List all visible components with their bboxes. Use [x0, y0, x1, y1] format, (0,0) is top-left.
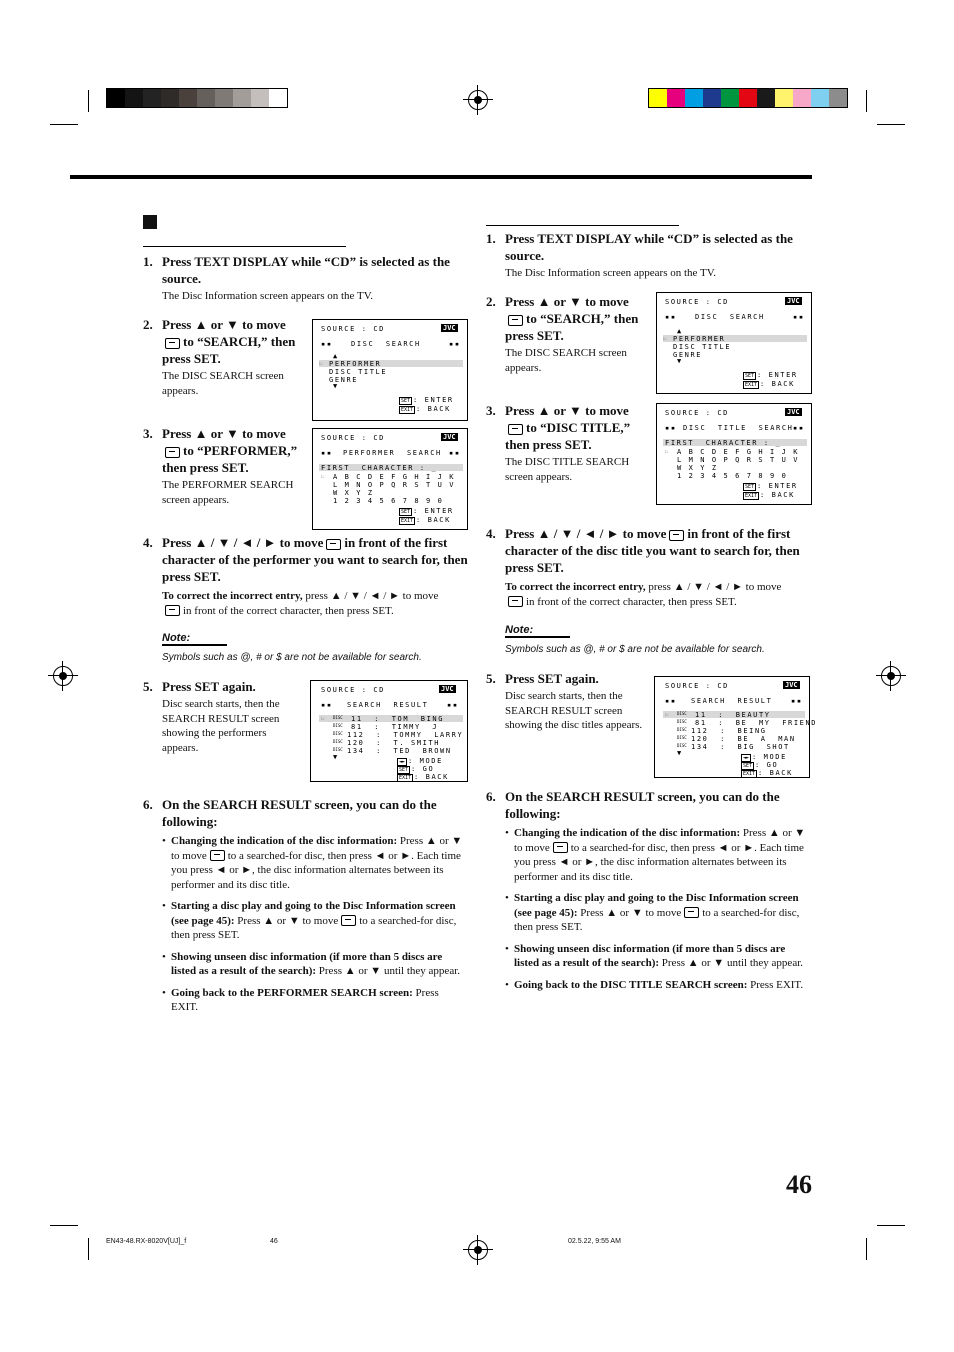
right-note-label: Note: — [505, 624, 570, 638]
jvc-logo: JVC — [785, 681, 798, 689]
left-step-5 — [143, 678, 303, 755]
step-number: 1. — [143, 254, 153, 269]
crop-mark — [50, 1225, 78, 1226]
left-step-1 — [143, 253, 468, 304]
set-key-icon: SET — [743, 763, 753, 769]
cursor-hand-icon: ☞ — [321, 715, 327, 723]
gray-color-bar — [106, 88, 288, 108]
left-step-3 — [143, 425, 308, 507]
step-instruction-cont: to “DISC TITLE,” then press SET. — [505, 420, 631, 452]
step-instruction: Press ▲ or ▼ to move — [505, 403, 629, 418]
color-swatch — [685, 89, 703, 107]
color-swatch — [667, 89, 685, 107]
list-item: • Starting a disc play and going to the Disc Information screen (see page 45): Press ▲ or ▼ to move to a searched-for disc, then press SET. — [162, 899, 468, 943]
list-item: • Showing unseen disc information (if more than 5 discs are listed as a result of the search): Press ▲ or ▼ until they appear. — [162, 950, 468, 979]
list-item: • Going back to the DISC TITLE SEARCH screen: Press EXIT. — [505, 978, 811, 993]
step-number: 3. — [486, 403, 496, 418]
cursor-hand-icon — [210, 850, 225, 861]
footer-file: EN43-48.RX-8020V[UJ]_f — [106, 1238, 187, 1245]
down-arrow-icon: ▼ — [333, 753, 339, 761]
result-row[interactable]: 112 : TOMMY LARRY — [347, 731, 464, 739]
char-row[interactable]: 1 2 3 4 5 6 7 8 9 0 — [677, 472, 788, 480]
char-row[interactable]: A B C D E F G H I J K — [333, 473, 456, 481]
correction-text-cont: in front of the correct character, then press SET. — [183, 604, 394, 617]
cursor-hand-icon — [341, 915, 356, 926]
cursor-hand-icon — [165, 338, 180, 349]
list-item: • Changing the indication of the disc information: Press ▲ or ▼ to move to a searched-for disc, then press ◄ or ►. Each time you press ◄ or ►, the disc information alternates between its performer and its disc title. — [505, 826, 811, 884]
color-swatch — [161, 89, 179, 107]
color-swatch — [125, 89, 143, 107]
jvc-logo: JVC — [441, 685, 454, 693]
cursor-hand-icon — [553, 842, 568, 853]
left-options-list — [162, 834, 468, 1022]
color-swatch — [721, 89, 739, 107]
registration-mark-icon — [468, 1240, 488, 1260]
cursor-hand-icon: ☞ — [665, 711, 671, 719]
menu-item: DISC TITLE — [329, 368, 388, 376]
disc-search-screen: SOURCE : CD JVC ▪▪ ▪▪ DISC SEARCH ▲ ☞ PERFORMER DISC TITLE GENRE ▼ SET : ENTER EXIT : BACK — [312, 319, 468, 421]
step-instruction-cont: to “SEARCH,” then press SET. — [162, 334, 296, 366]
step-instruction: On the SEARCH RESULT screen, you can do the following: — [162, 797, 437, 829]
color-swatch — [179, 89, 197, 107]
exit-key-icon: EXIT — [401, 518, 414, 524]
right-options-list — [505, 826, 811, 999]
left-note-text: Symbols such as @, # or $ are not be available for search. — [162, 652, 422, 663]
color-swatch — [811, 89, 829, 107]
menu-item: PERFORMER — [673, 335, 726, 343]
step-instruction-cont: to “SEARCH,” then press SET. — [505, 311, 639, 343]
cursor-hand-icon — [684, 907, 699, 918]
cursor-hand-icon: ☞ — [665, 448, 671, 456]
color-swatch — [649, 89, 667, 107]
color-bar — [648, 88, 848, 108]
menu-item: GENRE — [673, 351, 703, 359]
step-instruction: Press ▲ or ▼ to move — [505, 294, 629, 309]
section-marker-icon — [143, 215, 157, 229]
step-number: 4. — [143, 535, 153, 550]
result-row[interactable]: 120 : T. SMITH — [347, 739, 441, 747]
correction-text: press ▲ / ▼ / ◄ / ► to move — [648, 581, 782, 593]
screen-title: DISC SEARCH — [695, 313, 765, 321]
down-arrow-icon: ▼ — [677, 357, 683, 365]
crop-mark — [877, 1225, 905, 1226]
menu-item: DISC TITLE — [673, 343, 732, 351]
source-label: SOURCE : CD — [321, 325, 385, 333]
correction-label: To correct the incorrect entry, — [505, 581, 646, 593]
step-instruction: Press TEXT DISPLAY while “CD” is selected as the source. — [505, 231, 793, 263]
cursor-hand-icon: ☞ — [319, 360, 325, 368]
left-step-6 — [143, 796, 473, 830]
cursor-hand-icon — [165, 605, 180, 616]
search-result-screen-titles: SOURCE : CD JVC ▪▪ ▪▪ SEARCH RESULT ☞ DISC 11 : BEAUTY DISC 81 : BE MY FRIEND DISC 112 : BEING DISC 120 : BE A MAN DISC 134 : BIG SHOT ▼ ◄► : MODE SET : GO EXIT : BACK — [654, 676, 810, 778]
screen-title: SEARCH RESULT — [691, 697, 773, 705]
step-result: Disc search starts, then the SEARCH RESULT screen showing the performers appears. — [162, 698, 280, 754]
step-instruction: Press ▲ or ▼ to move — [162, 426, 286, 441]
step-result: Disc search starts, then the SEARCH RESULT screen showing the disc titles appears. — [505, 690, 643, 731]
jvc-logo: JVC — [443, 324, 456, 332]
step-instruction-cont: in front of the first character of the disc title you want to search for, then press SET. — [505, 526, 800, 575]
cursor-hand-icon: ☞ — [321, 473, 327, 481]
char-row[interactable]: A B C D E F G H I J K — [677, 448, 800, 456]
step-result: The PERFORMER SEARCH screen appears. — [162, 479, 294, 506]
registration-mark-icon — [468, 90, 488, 110]
step-instruction: On the SEARCH RESULT screen, you can do the following: — [505, 789, 780, 821]
menu-item: GENRE — [329, 376, 359, 384]
right-step-6 — [486, 788, 816, 822]
color-swatch — [233, 89, 251, 107]
step-instruction: Press TEXT DISPLAY while “CD” is selected as the source. — [162, 254, 450, 286]
crop-mark — [88, 90, 89, 112]
step-number: 2. — [143, 317, 153, 332]
right-step-3 — [486, 402, 651, 484]
crop-mark — [50, 124, 78, 125]
step-instruction: Press ▲ or ▼ to move — [162, 317, 286, 332]
list-item: • Going back to the PERFORMER SEARCH screen: Press EXIT. — [162, 986, 468, 1015]
step-number: 6. — [486, 789, 496, 804]
left-note-label: Note: — [162, 632, 227, 646]
jvc-logo: JVC — [787, 297, 800, 305]
correction-label: To correct the incorrect entry, — [162, 590, 303, 602]
color-swatch — [251, 89, 269, 107]
set-key-icon: SET — [399, 767, 409, 773]
step-instruction-cont: in front of the first character of the performer you want to search for, then press SET. — [162, 535, 468, 584]
step-number: 3. — [143, 426, 153, 441]
step-number: 5. — [486, 671, 496, 686]
color-swatch — [269, 89, 287, 107]
step-number: 5. — [143, 679, 153, 694]
right-heading-underline — [486, 225, 679, 226]
set-key-icon: SET — [745, 484, 755, 490]
cursor-hand-icon — [326, 539, 341, 550]
step-result: The Disc Information screen appears on the TV. — [162, 290, 373, 302]
result-row[interactable]: 81 : BE MY FRIEND — [695, 719, 818, 727]
crop-mark — [88, 1238, 89, 1260]
list-item: • Changing the indication of the disc information: Press ▲ or ▼ to move to a searched-for disc, then press ◄ or ►. Each time you press ◄ or ►, the disc information alternates between its performer and its disc title. — [162, 834, 468, 892]
result-row[interactable]: 120 : BE A MAN — [691, 735, 796, 743]
step-result: The Disc Information screen appears on the TV. — [505, 267, 716, 279]
color-swatch — [197, 89, 215, 107]
performer-search-screen: SOURCE : CD JVC ▪▪ ▪▪ PERFORMER SEARCH FIRST CHARACTER : _ ☞ A B C D E F G H I J K L M N O P Q R S T U V W X Y Z 1 2 3 4 5 6 7 8 9 0 SET : ENTER EXIT : BACK — [312, 428, 468, 530]
right-note-text: Symbols such as @, # or $ are not be available for search. — [505, 644, 765, 655]
cursor-hand-icon — [165, 447, 180, 458]
cursor-hand-icon: ☞ — [663, 335, 669, 343]
correction-text-cont: in front of the correct character, then press SET. — [526, 595, 737, 608]
list-item: • Showing unseen disc information (if more than 5 discs are listed as a result of the search): Press ▲ or ▼ until they appear. — [505, 942, 811, 971]
exit-key-icon: EXIT — [743, 771, 756, 777]
step-instruction: Press SET again. — [505, 671, 599, 686]
down-arrow-icon: ▼ — [677, 749, 683, 757]
char-row[interactable]: W X Y Z — [333, 489, 374, 497]
header-rule — [70, 175, 812, 179]
cursor-hand-icon — [508, 424, 523, 435]
crop-mark — [866, 90, 867, 112]
result-row[interactable]: 11 : TOM BING — [351, 715, 445, 723]
result-row[interactable]: 81 : TIMMY J — [351, 723, 439, 731]
color-swatch — [143, 89, 161, 107]
disc-search-screen-right: SOURCE : CD JVC ▪▪ ▪▪ DISC SEARCH ▲ ☞ PERFORMER DISC TITLE GENRE ▼ SET : ENTER EXIT : BACK — [656, 292, 812, 394]
color-swatch — [215, 89, 233, 107]
char-row[interactable]: W X Y Z — [677, 464, 718, 472]
result-row[interactable]: 134 : TED BROWN — [347, 747, 452, 755]
screen-title: DISC SEARCH — [351, 340, 421, 348]
exit-key-icon: EXIT — [745, 382, 758, 388]
step-result: The DISC SEARCH screen appears. — [162, 370, 284, 397]
set-key-icon: SET — [401, 509, 411, 515]
exit-key-icon: EXIT — [399, 775, 412, 781]
left-right-key-icon: ◄► — [743, 755, 750, 761]
color-swatch — [703, 89, 721, 107]
right-step-5 — [486, 670, 646, 733]
correction-text: press ▲ / ▼ / ◄ / ► to move — [305, 590, 439, 602]
step-number: 6. — [143, 797, 153, 812]
set-key-icon: SET — [745, 373, 755, 379]
left-step-2 — [143, 316, 308, 398]
jvc-logo: JVC — [443, 433, 456, 441]
color-swatch — [757, 89, 775, 107]
jvc-logo: JVC — [787, 408, 800, 416]
footer-date: 02.5.22, 9:55 AM — [568, 1238, 621, 1245]
screen-title: DISC TITLE SEARCH — [683, 424, 794, 432]
cursor-hand-icon — [508, 315, 523, 326]
disc-title-search-screen: SOURCE : CD JVC ▪▪ ▪▪ DISC TITLE SEARCH FIRST CHARACTER : _ ☞ A B C D E F G H I J K L M N O P Q R S T U V W X Y Z 1 2 3 4 5 6 7 8 9 0 SET : ENTER EXIT : BACK — [656, 403, 812, 505]
set-key-icon: SET — [401, 398, 411, 404]
step-instruction: Press ▲ / ▼ / ◄ / ► to move — [505, 526, 667, 541]
cursor-hand-icon — [669, 530, 684, 541]
result-row[interactable]: 112 : BEING — [691, 727, 767, 735]
registration-mark-icon — [53, 666, 73, 686]
step-result: The DISC SEARCH screen appears. — [505, 347, 627, 374]
page-number: 46 — [786, 1170, 812, 1199]
cursor-hand-icon — [508, 596, 523, 607]
footer-page: 46 — [270, 1238, 278, 1245]
search-result-screen-performers: SOURCE : CD JVC ▪▪ ▪▪ SEARCH RESULT ☞ DISC 11 : TOM BING DISC 81 : TIMMY J DISC 112 : TOMMY LARRY DISC 120 : T. SMITH DISC 134 : TED BROWN ▼ ◄► : MODE SET : GO EXIT : BACK — [310, 680, 468, 782]
right-step-2 — [486, 293, 651, 375]
right-step-1 — [486, 230, 811, 281]
list-item: • Starting a disc play and going to the Disc Information screen (see page 45): Press ▲ or ▼ to move to a searched-for disc, then press SET. — [505, 891, 811, 935]
step-number: 1. — [486, 231, 496, 246]
color-swatch — [829, 89, 847, 107]
step-instruction: Press SET again. — [162, 679, 256, 694]
registration-mark-icon — [881, 666, 901, 686]
screen-title: PERFORMER SEARCH — [343, 449, 442, 457]
menu-item: PERFORMER — [329, 360, 382, 368]
left-heading-underline — [143, 246, 346, 247]
step-number: 2. — [486, 294, 496, 309]
step-number: 4. — [486, 526, 496, 541]
color-swatch — [107, 89, 125, 107]
up-arrow-icon: ▲ — [677, 327, 683, 335]
up-arrow-icon: ▲ — [333, 352, 339, 360]
char-row[interactable]: L M N O P Q R S T U V — [333, 481, 456, 489]
step-instruction: Press ▲ / ▼ / ◄ / ► to move — [162, 535, 324, 550]
color-swatch — [775, 89, 793, 107]
right-step-4 — [486, 525, 811, 609]
exit-key-icon: EXIT — [401, 407, 414, 413]
crop-mark — [877, 124, 905, 125]
color-swatch — [739, 89, 757, 107]
crop-mark — [866, 1238, 867, 1260]
step-result: The DISC TITLE SEARCH screen appears. — [505, 456, 630, 483]
char-row[interactable]: L M N O P Q R S T U V — [677, 456, 800, 464]
exit-key-icon: EXIT — [745, 493, 758, 499]
first-character-field[interactable]: FIRST CHARACTER : _ — [321, 464, 438, 472]
left-right-key-icon: ◄► — [399, 759, 406, 765]
down-arrow-icon: ▼ — [333, 382, 339, 390]
left-step-4 — [143, 534, 468, 618]
screen-title: SEARCH RESULT — [347, 701, 429, 709]
step-instruction-cont: to “PERFORMER,” then press SET. — [162, 443, 298, 475]
result-row[interactable]: 11 : BEAUTY — [695, 711, 771, 719]
color-swatch — [793, 89, 811, 107]
first-character-field[interactable]: FIRST CHARACTER : _ — [665, 439, 782, 447]
result-row[interactable]: 134 : BIG SHOT — [691, 743, 790, 751]
char-row[interactable]: 1 2 3 4 5 6 7 8 9 0 — [333, 497, 444, 505]
